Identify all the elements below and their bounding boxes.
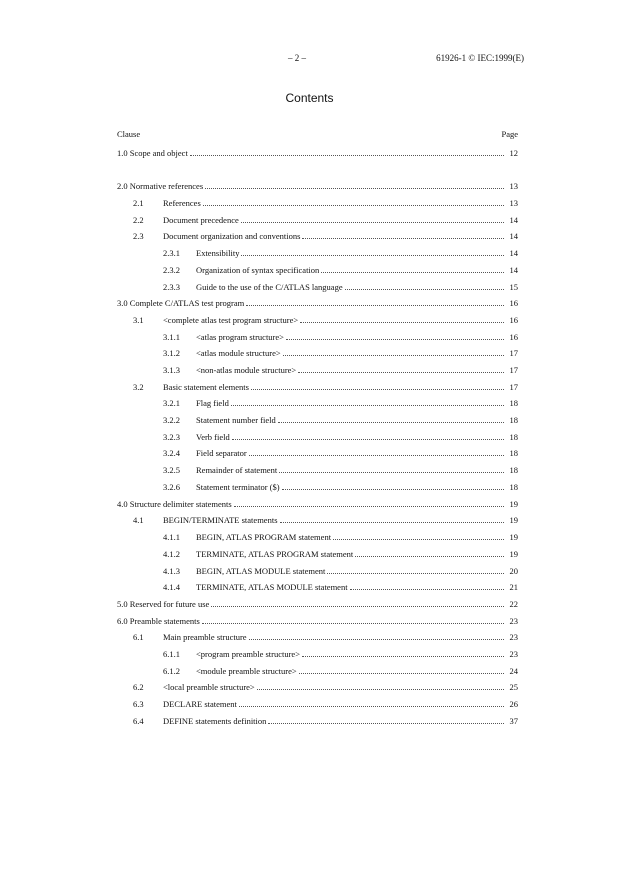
toc-entry-page: 23 bbox=[509, 616, 518, 626]
toc-entry-page: 14 bbox=[509, 265, 518, 275]
toc-entry-title: 1.0 Scope and object bbox=[117, 148, 188, 158]
toc-entry-title: BEGIN, ATLAS PROGRAM statement bbox=[196, 532, 332, 542]
dot-leader bbox=[246, 297, 504, 306]
toc-entry-page: 17 bbox=[509, 348, 518, 358]
toc-entry[interactable] bbox=[117, 180, 518, 192]
toc-entry[interactable] bbox=[117, 615, 518, 627]
dot-leader bbox=[345, 281, 504, 290]
toc-entry-page: 15 bbox=[509, 282, 518, 292]
dot-leader bbox=[298, 364, 504, 373]
toc-entry[interactable] bbox=[117, 414, 518, 426]
toc-entry-title: TERMINATE, ATLAS PROGRAM statement bbox=[196, 549, 354, 559]
toc-entry-page: 17 bbox=[509, 365, 518, 375]
toc-entry-number: 4.1.4 bbox=[163, 582, 180, 592]
toc-entry-number: 2.3 bbox=[133, 231, 144, 241]
dot-leader bbox=[249, 447, 504, 456]
toc-entry[interactable] bbox=[117, 548, 518, 560]
page-column-header: Page bbox=[501, 129, 518, 139]
dot-leader bbox=[355, 548, 504, 557]
toc-entry-title: 2.0 Normative references bbox=[117, 181, 204, 191]
dot-leader bbox=[321, 264, 504, 273]
toc-entry-page: 14 bbox=[509, 215, 518, 225]
toc-entry[interactable] bbox=[117, 648, 518, 660]
toc-entry-title: Document precedence bbox=[163, 215, 239, 225]
toc-entry-number: 6.2 bbox=[133, 682, 144, 692]
dot-leader bbox=[302, 648, 504, 657]
toc-entry-page: 24 bbox=[509, 666, 518, 676]
dot-leader bbox=[249, 631, 504, 640]
toc-entry-number: 3.1.2 bbox=[163, 348, 180, 358]
clause-column-header: Clause bbox=[117, 129, 141, 139]
dot-leader bbox=[241, 247, 504, 256]
dot-leader bbox=[299, 665, 504, 674]
toc-entry-title: Flag field bbox=[196, 398, 229, 408]
toc-entry-page: 16 bbox=[509, 332, 518, 342]
toc-entry-page: 26 bbox=[509, 699, 518, 709]
toc-entry-title: 6.0 Preamble statements bbox=[117, 616, 200, 626]
toc-entry-title: Remainder of statement bbox=[196, 465, 278, 475]
toc-entry-title: 4.0 Structure delimiter statements bbox=[117, 499, 232, 509]
toc-entry-page: 23 bbox=[509, 632, 518, 642]
toc-entry-page: 19 bbox=[509, 549, 518, 559]
dot-leader bbox=[190, 147, 504, 156]
toc-entry[interactable] bbox=[117, 364, 518, 376]
toc-entry-number: 2.3.1 bbox=[163, 248, 180, 258]
dot-leader bbox=[205, 180, 504, 189]
toc-entry-number: 4.1.2 bbox=[163, 549, 180, 559]
dot-leader bbox=[257, 681, 504, 690]
dot-leader bbox=[239, 698, 504, 707]
toc-entry-page: 22 bbox=[509, 599, 518, 609]
contents-title: Contents bbox=[285, 91, 334, 105]
toc-entry[interactable] bbox=[117, 230, 518, 242]
toc-entry-page: 20 bbox=[509, 566, 518, 576]
toc-entry-title: <atlas module structure> bbox=[196, 348, 281, 358]
dot-leader bbox=[241, 214, 504, 223]
toc-entry-number: 4.1.3 bbox=[163, 566, 180, 576]
toc-entry-number: 3.2.2 bbox=[163, 415, 180, 425]
toc-entry-number: 3.2.4 bbox=[163, 448, 180, 458]
toc-entry-page: 12 bbox=[509, 148, 518, 158]
toc-entry-title: BEGIN, ATLAS MODULE statement bbox=[196, 566, 326, 576]
toc-entry-page: 37 bbox=[509, 716, 518, 726]
toc-entry[interactable] bbox=[117, 598, 518, 610]
toc-entry[interactable] bbox=[117, 297, 518, 309]
toc-entry-number: 6.1.1 bbox=[163, 649, 180, 659]
dot-leader bbox=[280, 514, 505, 523]
toc-entry-page: 18 bbox=[509, 415, 518, 425]
toc-entry-title: TERMINATE, ATLAS MODULE statement bbox=[196, 582, 348, 592]
toc-entry-title: 5.0 Reserved for future use bbox=[117, 599, 210, 609]
document-id: 61926-1 © IEC:1999(E) bbox=[436, 53, 524, 63]
toc-entry-page: 18 bbox=[509, 482, 518, 492]
toc-entry[interactable] bbox=[117, 631, 518, 643]
toc-entry[interactable] bbox=[117, 681, 518, 693]
toc-entry-title: <atlas program structure> bbox=[196, 332, 284, 342]
toc-entry-number: 3.2.3 bbox=[163, 432, 180, 442]
toc-entry-page: 13 bbox=[509, 198, 518, 208]
toc-entry[interactable] bbox=[117, 281, 518, 293]
dot-leader bbox=[282, 481, 504, 490]
toc-entry-page: 25 bbox=[509, 682, 518, 692]
dot-leader bbox=[333, 531, 504, 540]
toc-entry[interactable] bbox=[117, 214, 518, 226]
toc-entry[interactable] bbox=[117, 331, 518, 343]
page-header bbox=[0, 53, 619, 67]
toc-entry[interactable] bbox=[117, 665, 518, 677]
dot-leader bbox=[231, 397, 504, 406]
toc-entry-title: <non-atlas module structure> bbox=[196, 365, 297, 375]
dot-leader bbox=[286, 331, 504, 340]
toc-entry-title: References bbox=[163, 198, 201, 208]
page-number: – 2 – bbox=[288, 53, 306, 63]
toc-entry-page: 18 bbox=[509, 448, 518, 458]
toc-entry-page: 16 bbox=[509, 315, 518, 325]
toc-entry-page: 17 bbox=[509, 382, 518, 392]
toc-entry-page: 18 bbox=[509, 432, 518, 442]
column-headers bbox=[117, 129, 518, 139]
toc-entry-number: 3.1 bbox=[133, 315, 144, 325]
dot-leader bbox=[279, 464, 504, 473]
toc-entry-page: 21 bbox=[509, 582, 518, 592]
toc-entry-number: 3.2.5 bbox=[163, 465, 180, 475]
toc-entry[interactable] bbox=[117, 447, 518, 459]
toc-entry[interactable] bbox=[117, 464, 518, 476]
dot-leader bbox=[278, 414, 504, 423]
toc-entry-number: 3.2.6 bbox=[163, 482, 180, 492]
toc-entry[interactable] bbox=[117, 498, 518, 510]
toc-entry-title: <program preamble structure> bbox=[196, 649, 300, 659]
toc-entry[interactable] bbox=[117, 481, 518, 493]
toc-entry[interactable] bbox=[117, 698, 518, 710]
toc-entry-number: 2.2 bbox=[133, 215, 144, 225]
toc-entry-title: <module preamble structure> bbox=[196, 666, 297, 676]
toc-entry-page: 19 bbox=[509, 499, 518, 509]
toc-entry-number: 6.1 bbox=[133, 632, 144, 642]
toc-entry-title: Verb field bbox=[196, 432, 230, 442]
toc-entry-title: DEFINE statements definition bbox=[163, 716, 267, 726]
toc-entry[interactable] bbox=[117, 397, 518, 409]
toc-entry-title: Statement number field bbox=[196, 415, 276, 425]
toc-entry-title: DECLARE statement bbox=[163, 699, 237, 709]
dot-leader bbox=[327, 565, 504, 574]
toc-entry-title: Document organization and conventions bbox=[163, 231, 301, 241]
toc-entry-number: 2.1 bbox=[133, 198, 144, 208]
dot-leader bbox=[202, 615, 504, 624]
toc-entry[interactable] bbox=[117, 381, 518, 393]
dot-leader bbox=[350, 581, 504, 590]
toc-entry-number: 3.1.3 bbox=[163, 365, 180, 375]
toc-entry-title: Basic statement elements bbox=[163, 382, 249, 392]
dot-leader bbox=[283, 347, 504, 356]
dot-leader bbox=[211, 598, 504, 607]
toc-entry[interactable] bbox=[117, 347, 518, 359]
dot-leader bbox=[203, 197, 504, 206]
toc-entry-title: Organization of syntax specification bbox=[196, 265, 320, 275]
toc-entry[interactable] bbox=[117, 531, 518, 543]
toc-entry[interactable] bbox=[117, 514, 518, 526]
toc-entry[interactable] bbox=[117, 431, 518, 443]
toc-entry-page: 18 bbox=[509, 398, 518, 408]
toc-entry-title: Statement terminator ($) bbox=[196, 482, 280, 492]
toc-entry-number: 2.3.3 bbox=[163, 282, 180, 292]
dot-leader bbox=[300, 314, 504, 323]
toc-entry-page: 13 bbox=[509, 181, 518, 191]
toc-entry[interactable] bbox=[117, 314, 518, 326]
toc-entry-page: 19 bbox=[509, 515, 518, 525]
toc-entry-number: 3.2.1 bbox=[163, 398, 180, 408]
toc-entry-title: Field separator bbox=[196, 448, 247, 458]
toc-entry-title: <local preamble structure> bbox=[163, 682, 255, 692]
toc-entry[interactable] bbox=[117, 247, 518, 259]
toc-entry-page: 23 bbox=[509, 649, 518, 659]
toc-entry-number: 6.1.2 bbox=[163, 666, 180, 676]
toc-entry-page: 16 bbox=[509, 298, 518, 308]
toc-entry[interactable] bbox=[117, 715, 518, 727]
dot-leader bbox=[234, 498, 504, 507]
toc-entry-title: <complete atlas test program structure> bbox=[163, 315, 299, 325]
toc-entry-title: Extensibility bbox=[196, 248, 240, 258]
toc-entry-page: 14 bbox=[509, 248, 518, 258]
toc-entry-number: 3.1.1 bbox=[163, 332, 180, 342]
toc-entry-number: 6.4 bbox=[133, 716, 144, 726]
toc-entry-number: 2.3.2 bbox=[163, 265, 180, 275]
toc-entry-number: 4.1.1 bbox=[163, 532, 180, 542]
dot-leader bbox=[232, 431, 504, 440]
toc-entry-title: BEGIN/TERMINATE statements bbox=[163, 515, 278, 525]
toc-entry[interactable] bbox=[117, 197, 518, 209]
toc-entry[interactable] bbox=[117, 565, 518, 577]
dot-leader bbox=[302, 230, 504, 239]
toc-entry-title: Main preamble structure bbox=[163, 632, 247, 642]
dot-leader bbox=[251, 381, 504, 390]
toc-entry-title: Guide to the use of the C/ATLAS language bbox=[196, 282, 343, 292]
toc-entry-number: 6.3 bbox=[133, 699, 144, 709]
toc-entry-page: 19 bbox=[509, 532, 518, 542]
toc-entry[interactable] bbox=[117, 264, 518, 276]
toc-entry[interactable] bbox=[117, 581, 518, 593]
toc-entry-page: 14 bbox=[509, 231, 518, 241]
toc-entry-title: 3.0 Complete C/ATLAS test program bbox=[117, 298, 245, 308]
toc-entry-page: 18 bbox=[509, 465, 518, 475]
toc-entry[interactable] bbox=[117, 147, 518, 159]
toc-entry-number: 3.2 bbox=[133, 382, 144, 392]
toc-entry-number: 4.1 bbox=[133, 515, 144, 525]
dot-leader bbox=[268, 715, 504, 724]
